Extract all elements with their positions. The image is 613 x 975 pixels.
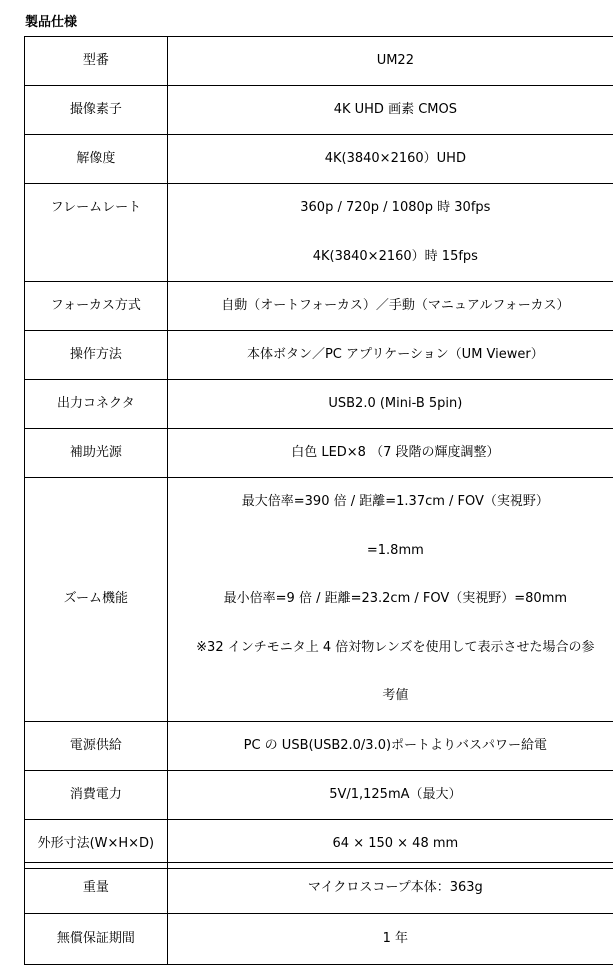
spec-row-resolution: [25, 135, 613, 184]
spec-value: 4K UHD 画素 CMOS: [167, 86, 613, 135]
spec-label: フォーカス方式: [25, 282, 168, 331]
spec-value: 5V/1,125mA（最大）: [167, 770, 613, 819]
spec-value: [167, 478, 613, 722]
spec-row-power-consumption: [25, 770, 613, 819]
spec-value-line: 最大倍率=390 倍 / 距離=1.37cm / FOV（実視野）: [241, 494, 549, 509]
spec-value-line: =1.8mm: [366, 542, 424, 558]
spec-value: PC の USB(USB2.0/3.0)ポートよりバスパワー給電: [167, 721, 613, 770]
spec-value: 白色 LED×8 （7 段階の輝度調整）: [167, 429, 613, 478]
spec-row-focus: [25, 282, 613, 331]
spec-label: 重量: [25, 863, 168, 914]
spec-row-output: [25, 380, 613, 429]
spec-value: マイクロスコープ本体：363g: [167, 863, 613, 914]
spec-value-line: ※32 インチモニタ上 4 倍対物レンズを使用して表示させた場合の参: [196, 639, 595, 655]
spec-row-operation: [25, 331, 613, 380]
spec-value: USB2.0 (Mini-B 5pin): [167, 380, 613, 429]
spec-label: 撮像素子: [25, 86, 168, 135]
spec-label: 出力コネクタ: [25, 380, 168, 429]
spec-row-weight: [25, 863, 613, 914]
spec-label: 型番: [25, 37, 168, 86]
spec-value: 64 × 150 × 48 mm: [167, 819, 613, 868]
spec-label: 解像度: [25, 135, 168, 184]
spec-label: フレームレート: [25, 184, 168, 282]
spec-value: UM22: [167, 37, 613, 86]
spec-value: 本体ボタン／PC アプリケーション（UM Viewer）: [167, 331, 613, 380]
spec-label: 補助光源: [25, 429, 168, 478]
spec-value: [167, 184, 613, 282]
spec-label: 無償保証期間: [25, 914, 168, 965]
spec-value: 4K(3840×2160）UHD: [167, 135, 613, 184]
spec-value-line: 360p / 720p / 1080p 時 30fps: [300, 200, 491, 215]
spec-row-light: [25, 429, 613, 478]
spec-row-model: [25, 37, 613, 86]
spec-label: 操作方法: [25, 331, 168, 380]
spec-value: 1 年: [167, 914, 613, 965]
spec-row-zoom: [25, 478, 613, 722]
spec-row-dimensions: [25, 819, 613, 868]
spec-value-line: 4K(3840×2160）時 15fps: [312, 248, 478, 264]
spec-table-extra: [24, 862, 613, 965]
spec-row-framerate: [25, 184, 613, 282]
spec-table: [24, 36, 613, 869]
spec-value-line: 考値: [382, 688, 409, 703]
spec-value-line: 最小倍率=9 倍 / 距離=23.2cm / FOV（実視野）=80mm: [223, 591, 568, 606]
spec-label: 電源供給: [25, 721, 168, 770]
spec-value: 自動（オートフォーカス）／手動（マニュアルフォーカス）: [167, 282, 613, 331]
section-heading: 製品仕様: [25, 15, 78, 30]
spec-label: ズーム機能: [25, 478, 168, 722]
spec-row-power-supply: [25, 721, 613, 770]
spec-row-sensor: [25, 86, 613, 135]
spec-label: 消費電力: [25, 770, 168, 819]
spec-label: 外形寸法(W×H×D): [25, 819, 168, 868]
spec-row-warranty: [25, 914, 613, 965]
